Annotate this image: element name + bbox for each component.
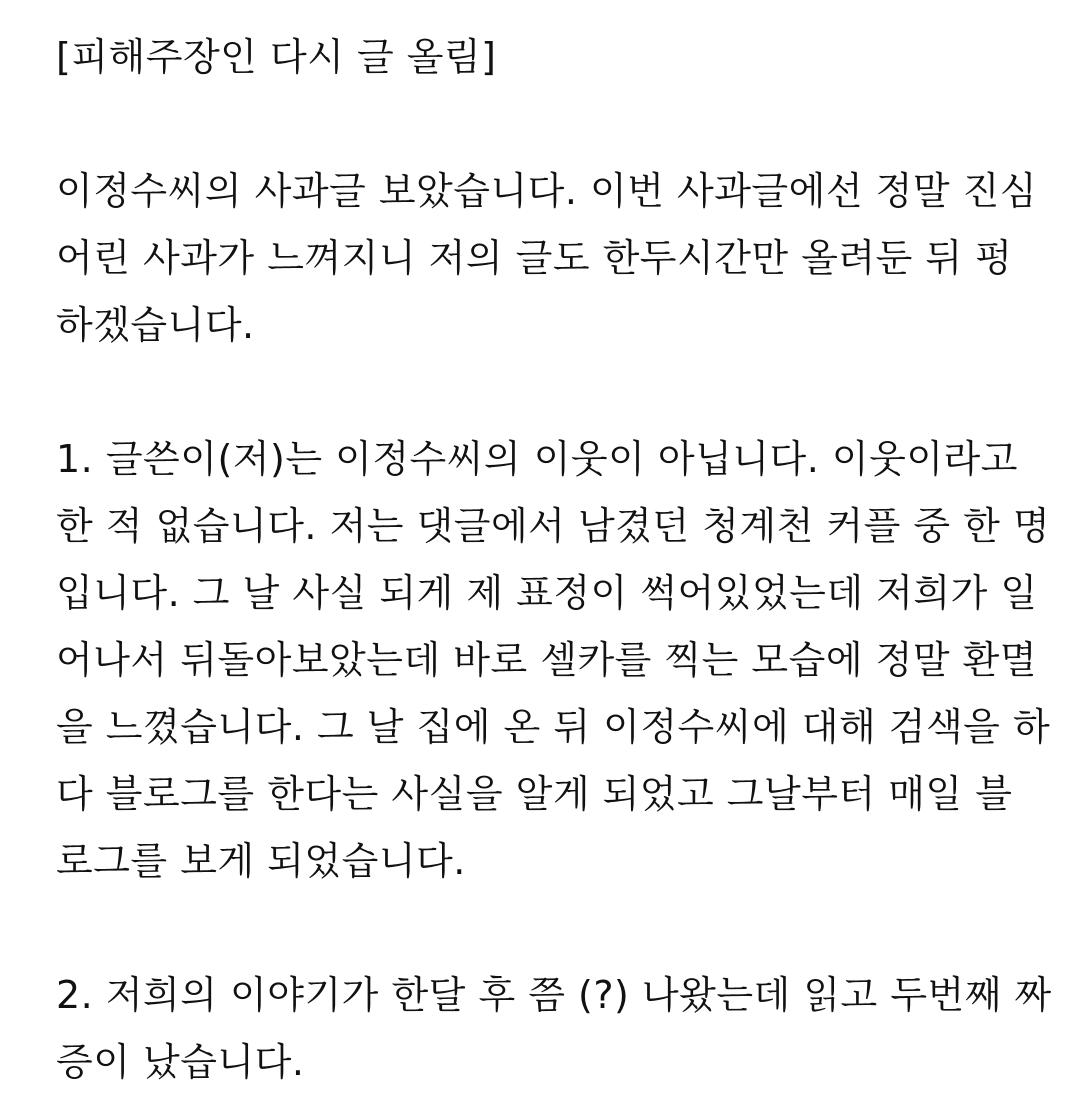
document-title: [피해주장인 다시 글 올림] (56, 35, 497, 79)
text-line: 한 적 없습니다. 저는 댓글에서 남겼던 청계천 커플 중 한 명 (56, 504, 1051, 548)
text-line: 을 느꼈습니다. 그 날 집에 온 뒤 이정수씨에 대해 검색을 하 (56, 705, 1051, 749)
text-line: 다 블로그를 한다는 사실을 알게 되었고 그날부터 매일 블 (56, 772, 1013, 816)
text-line: 입니다. 그 날 사실 되게 제 표정이 썩어있었는데 저희가 일 (56, 571, 1038, 615)
paragraph-point-1 (56, 426, 1051, 895)
text-line: 이정수씨의 사과글 보았습니다. 이번 사과글에선 정말 진심 (56, 169, 1038, 213)
text-line: 2. 저희의 이야기가 한달 후 쯤 (?) 나왔는데 읽고 두번째 짜 (56, 973, 1052, 1017)
text-line: 증이 났습니다. (56, 1040, 305, 1084)
text-line: 로그를 보게 되었습니다. (56, 839, 466, 883)
text-line: 하겠습니다. (56, 303, 255, 347)
text-line: 1. 글쓴이(저)는 이정수씨의 이웃이 아닙니다. 이웃이라고 (56, 437, 1018, 481)
paragraph-apology-response (56, 158, 1038, 359)
paragraph-point-2 (56, 962, 1052, 1096)
text-line: 어린 사과가 느껴지니 저의 글도 한두시간만 올려둔 뒤 펑 (56, 236, 1013, 280)
text-line: 어나서 뒤돌아보았는데 바로 셀카를 찍는 모습에 정말 환멸 (56, 638, 1038, 682)
document-title-block (56, 24, 1020, 91)
